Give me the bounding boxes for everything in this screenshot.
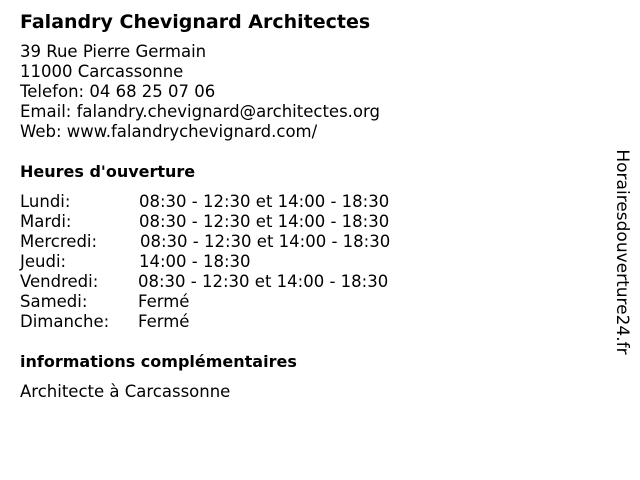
opening-hours-heading: Heures d'ouverture <box>20 162 196 181</box>
watermark-text: Horairesdouverture24.fr <box>612 149 632 355</box>
city-address: 11000 Carcassonne <box>20 62 184 81</box>
phone-line: Telefon: 04 68 25 07 06 <box>20 82 216 101</box>
hours-row-monday <box>20 192 590 212</box>
hours-row-wednesday <box>20 232 590 252</box>
day-label: Samedi: <box>20 292 88 311</box>
street-address: 39 Rue Pierre Germain <box>20 42 207 61</box>
time-value: 08:30 - 12:30 et 14:00 - 18:30 <box>139 212 390 231</box>
address-block <box>20 42 590 142</box>
day-label: Mercredi: <box>20 232 98 251</box>
email-line: Email: falandry.chevignard@architectes.org <box>20 102 380 121</box>
day-label: Mardi: <box>20 212 72 231</box>
additional-info-text: Architecte à Carcassonne <box>20 382 231 401</box>
hours-row-tuesday <box>20 212 590 232</box>
day-label: Jeudi: <box>20 252 67 271</box>
business-card <box>20 10 590 402</box>
website-line: Web: www.falandrychevignard.com/ <box>20 122 318 141</box>
time-value: Fermé <box>138 312 190 331</box>
time-value: 08:30 - 12:30 et 14:00 - 18:30 <box>140 232 391 251</box>
time-value: Fermé <box>138 292 190 311</box>
day-label: Dimanche: <box>20 312 110 331</box>
hours-row-sunday <box>20 312 590 332</box>
additional-info-heading: informations complémentaires <box>20 352 297 371</box>
opening-hours-table <box>20 192 590 332</box>
time-value: 14:00 - 18:30 <box>139 252 251 271</box>
hours-row-friday <box>20 272 590 292</box>
hours-row-thursday <box>20 252 590 272</box>
day-label: Lundi: <box>20 192 71 211</box>
day-label: Vendredi: <box>20 272 99 291</box>
time-value: 08:30 - 12:30 et 14:00 - 18:30 <box>138 272 389 291</box>
hours-row-saturday <box>20 292 590 312</box>
time-value: 08:30 - 12:30 et 14:00 - 18:30 <box>139 192 390 211</box>
business-name: Falandry Chevignard Architectes <box>20 11 371 33</box>
